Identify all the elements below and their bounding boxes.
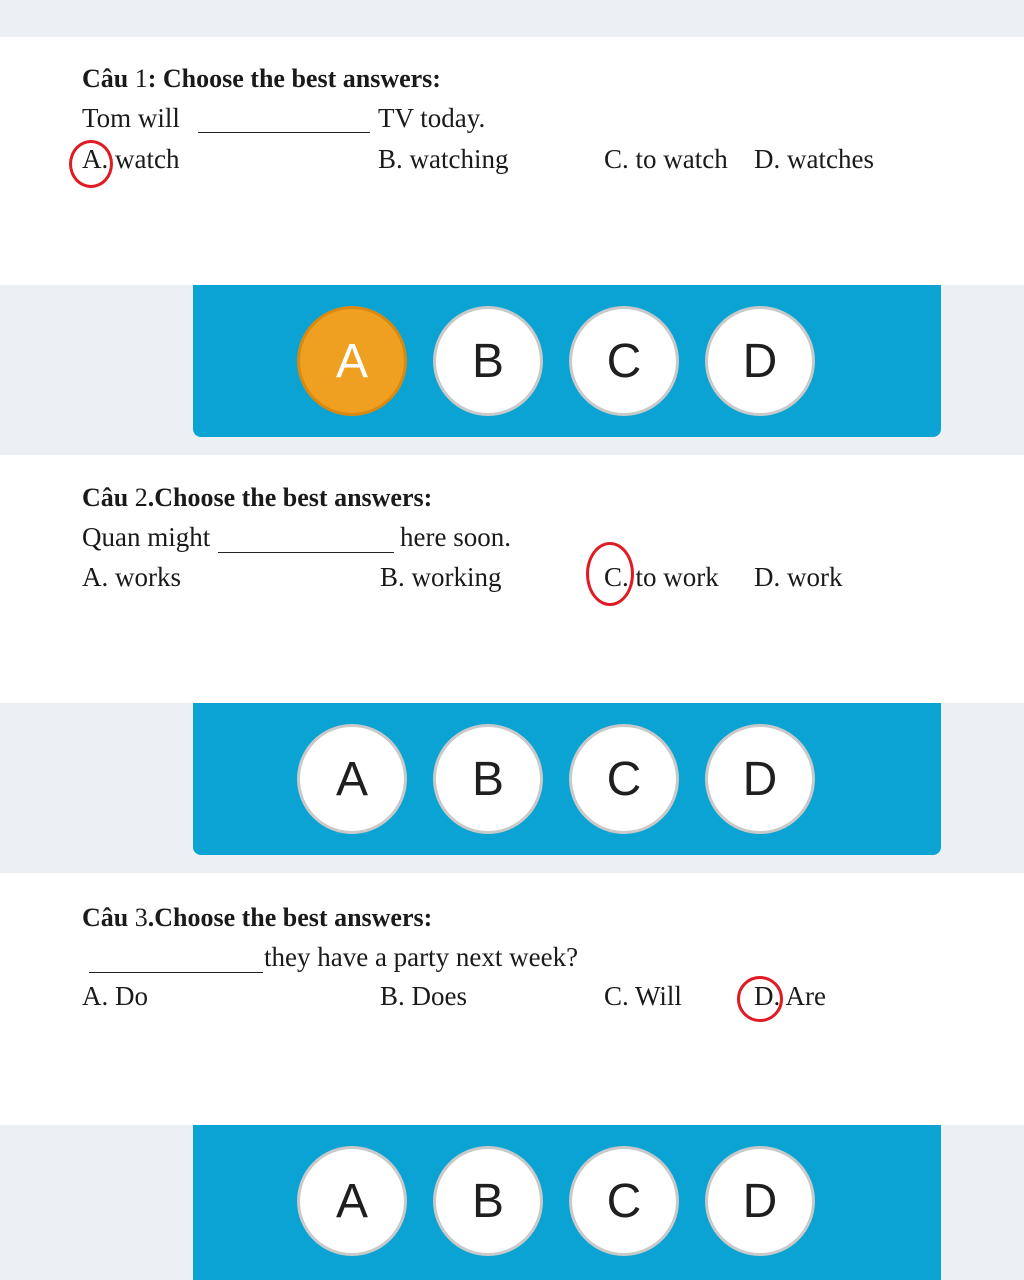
question-1-option-a: A. watch [82, 144, 180, 174]
question-2-stem-before: Quan might [82, 522, 211, 552]
answer-button-d[interactable]: D [705, 724, 815, 834]
answer-circle-mark [69, 140, 113, 188]
question-3-stem-after: they have a party next week? [264, 942, 579, 972]
question-1-option-b: B. watching [378, 144, 509, 174]
question-1-stem-after: TV today. [378, 103, 486, 133]
answer-button-c[interactable]: C [569, 724, 679, 834]
question-label: Câu [82, 483, 129, 512]
question-1-title [82, 64, 441, 94]
answer-button-a[interactable]: A [297, 1146, 407, 1256]
question-3-option-c: C. Will [604, 981, 682, 1011]
question-1-option-c: C. to watch [604, 144, 728, 174]
answer-button-b[interactable]: B [433, 724, 543, 834]
question-2-blank [218, 552, 394, 553]
question-3-blank [89, 972, 263, 973]
question-1-blank [198, 132, 370, 133]
answer-circle-mark [737, 976, 783, 1022]
question-3-option-d: D. Are [754, 981, 826, 1011]
question-2-stem-after: here soon. [400, 522, 511, 552]
question-2-title [82, 483, 432, 513]
answer-button-d[interactable]: D [705, 306, 815, 416]
question-instruction: .Choose the best answers: [147, 483, 433, 512]
question-number: 2 [128, 483, 148, 512]
answer-circle-mark [586, 542, 634, 606]
answer-button-a[interactable]: A [297, 724, 407, 834]
question-2-option-a: A. works [82, 562, 181, 592]
question-label: Câu [82, 903, 129, 932]
question-2-option-d: D. work [754, 562, 843, 592]
answer-panel-3 [193, 1125, 941, 1280]
question-1-option-d: D. watches [754, 144, 874, 174]
answer-button-d[interactable]: D [705, 1146, 815, 1256]
question-3-option-b: B. Does [380, 981, 467, 1011]
answer-panel-2 [193, 703, 941, 855]
question-2-option-c: C. to work [604, 562, 719, 592]
answer-panel-1 [193, 285, 941, 437]
question-instruction: : Choose the best answers: [147, 64, 441, 93]
answer-button-a[interactable]: A [297, 306, 407, 416]
question-label: Câu [82, 64, 129, 93]
answer-button-b[interactable]: B [433, 1146, 543, 1256]
question-1-stem-before: Tom will [82, 103, 180, 133]
question-number: 1 [128, 64, 148, 93]
answer-button-c[interactable]: C [569, 306, 679, 416]
question-instruction: .Choose the best answers: [147, 903, 433, 932]
answer-button-b[interactable]: B [433, 306, 543, 416]
answer-button-c[interactable]: C [569, 1146, 679, 1256]
question-3-option-a: A. Do [82, 981, 148, 1011]
question-2-option-b: B. working [380, 562, 502, 592]
question-number: 3 [128, 903, 148, 932]
question-3-title [82, 903, 432, 933]
